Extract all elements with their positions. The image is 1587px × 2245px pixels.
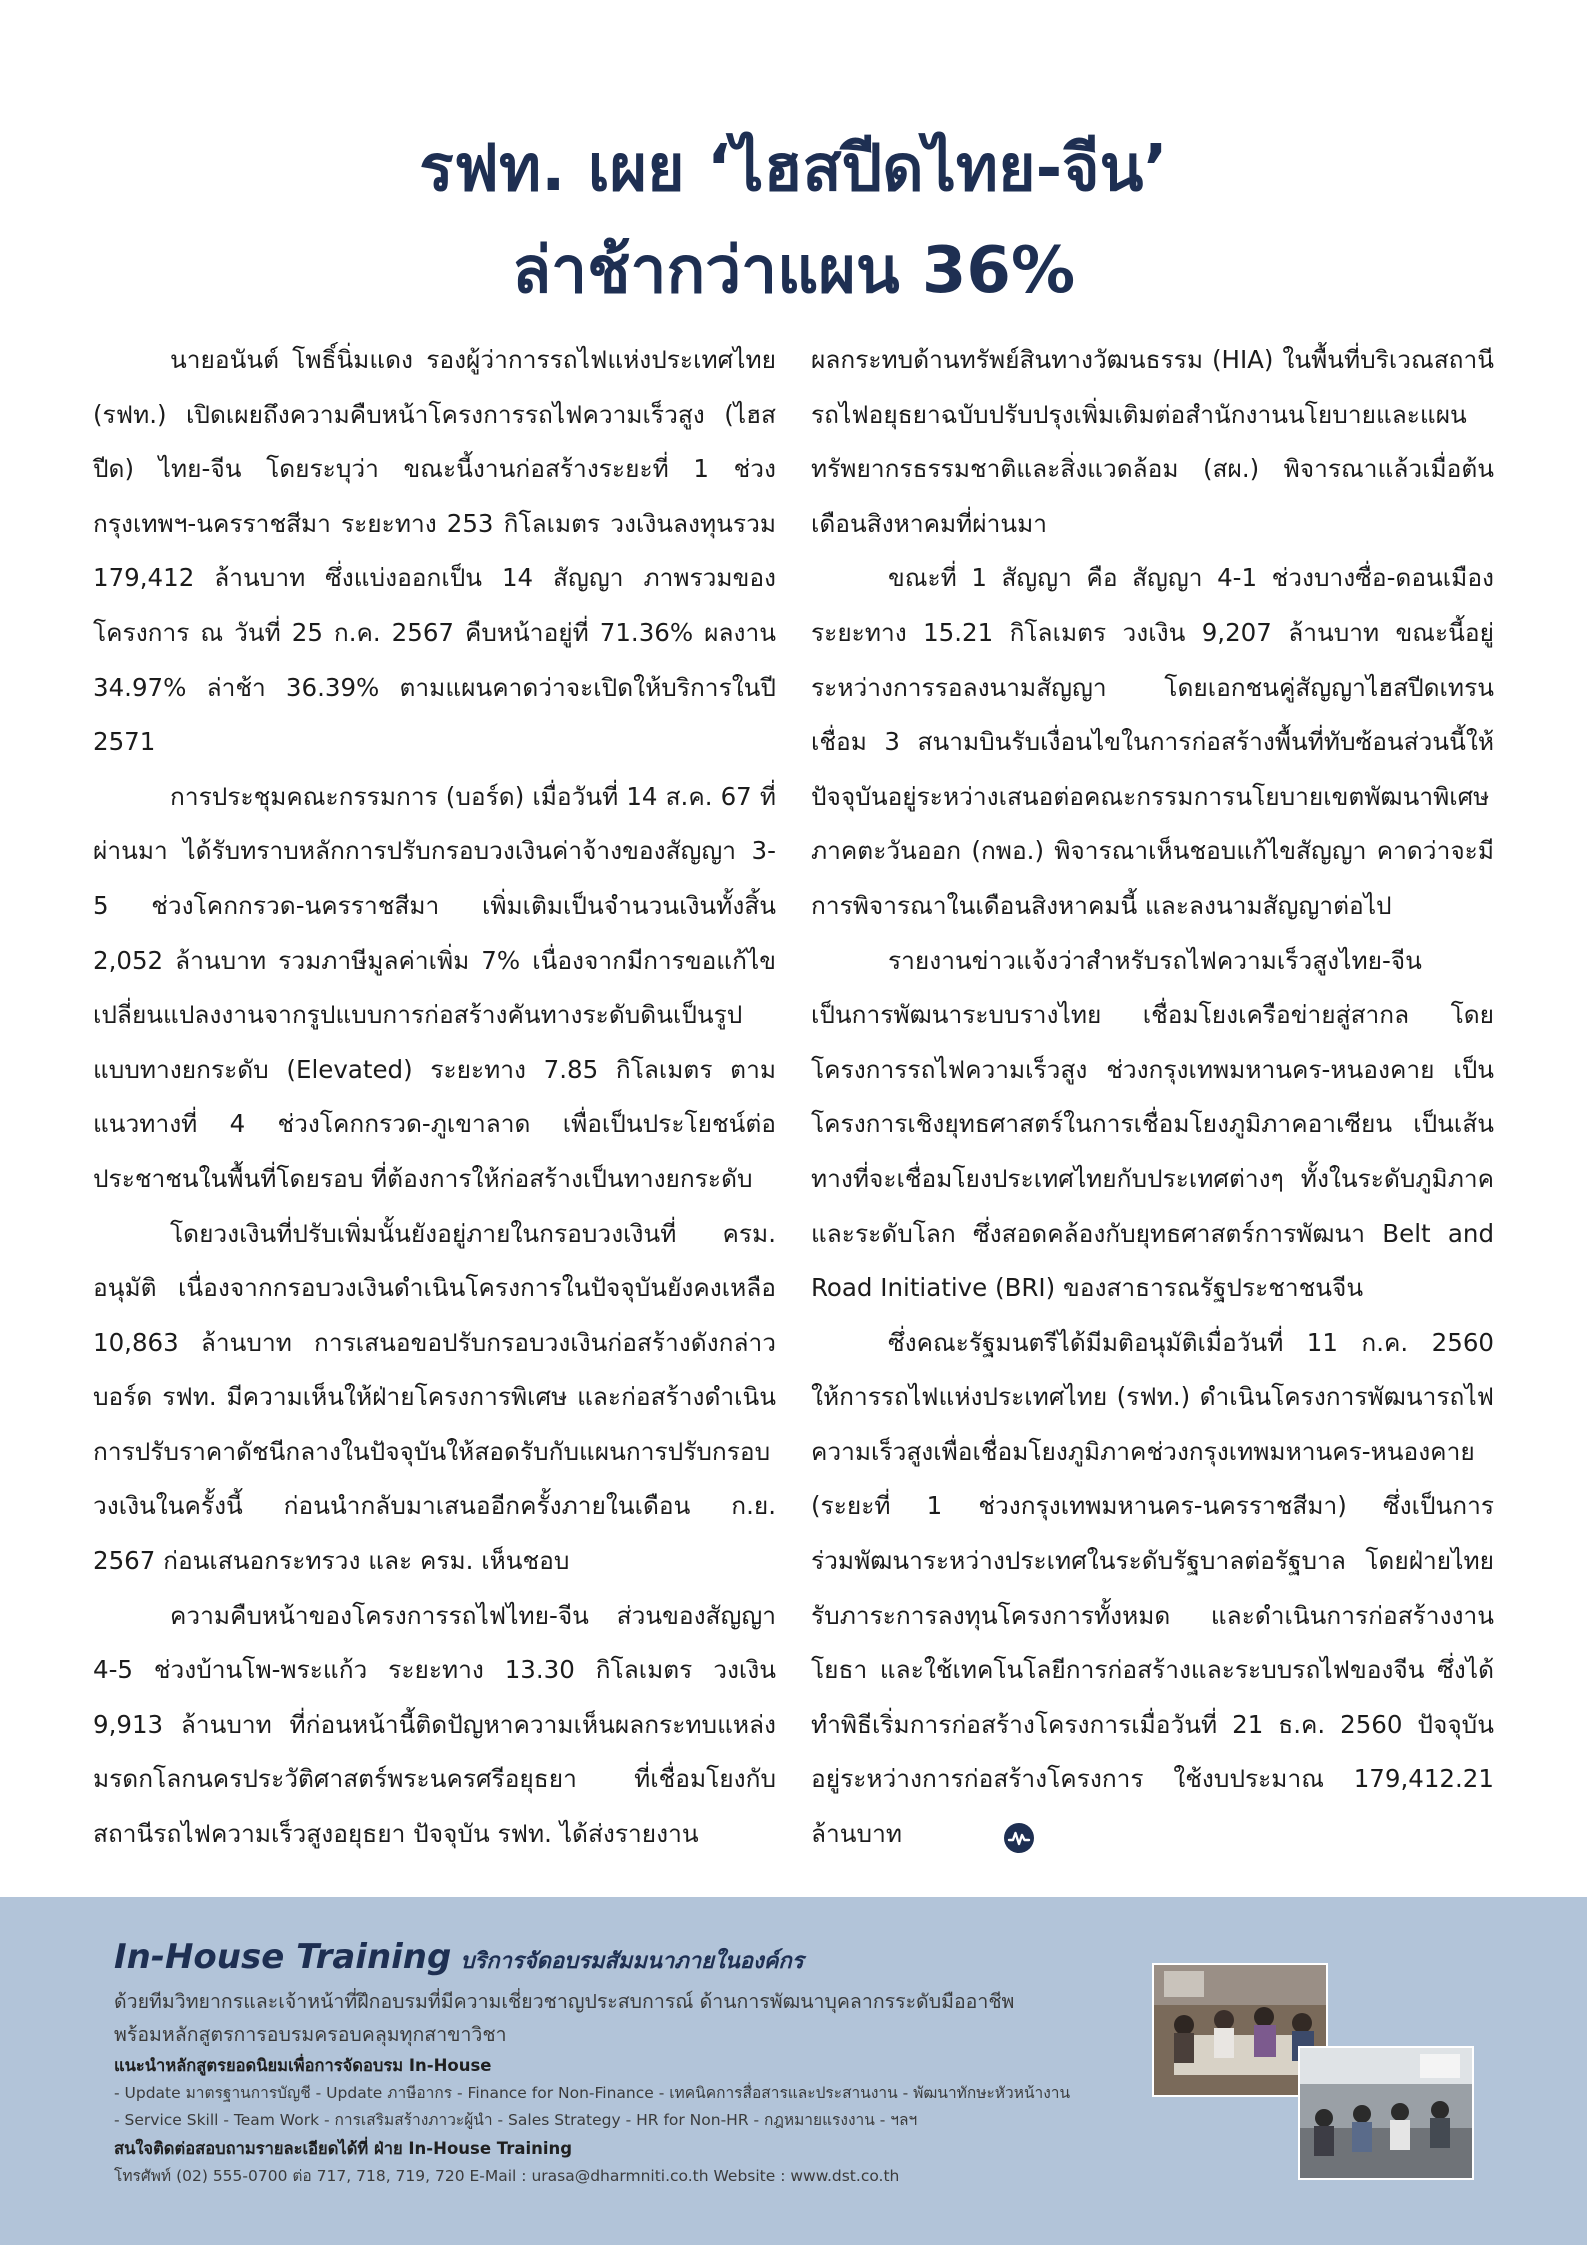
wave-logo-icon	[926, 1819, 958, 1851]
banner-title: In-House Training	[114, 1937, 452, 1977]
headline-line-1: รฟท. เผย ‘ไฮสปีดไทย-จีน’	[419, 132, 1168, 206]
banner-heading	[114, 1935, 1134, 1985]
headline	[0, 118, 1587, 322]
article-column-left	[93, 333, 776, 1862]
banner-subtitle: บริการจัดอบรมสัมมนาภายในองค์กร	[460, 1949, 804, 1974]
courses-line-1: - Update มาตรฐานการบัญชี - Update ภาษีอากร - Finance for Non-Finance - เทคนิคการสื่อสารและประสานงาน - พัฒนาทักษะหัวหน้างาน	[114, 2084, 1071, 2102]
banner-description-line-2: พร้อมหลักสูตรการอบรมครอบคลุมทุกสาขาวิชา	[114, 2023, 507, 2046]
courses-heading: แนะนำหลักสูตรยอดนิยมเพื่อการจัดอบรม In-House	[114, 2056, 492, 2075]
banner-description-line-1: ด้วยทีมวิทยากรและเจ้าหน้าที่ฝึกอบรมที่มีความเชี่ยวชาญประสบการณ์ ด้านการพัฒนาบุคลากรระดับมืออาชีพ	[114, 1990, 1015, 2013]
paragraph: การประชุมคณะกรรมการ (บอร์ด) เมื่อวันที่ 14 ส.ค. 67 ที่ผ่านมา ได้รับทราบหลักการปรับกรอบวงเงินค่าจ้างของสัญญา 3-5 ช่วงโคกกรวด-นครราชสีมา เพิ่มเติมเป็นจำนวนเงินทั้งสิ้น 2,052 ล้านบาท รวมภาษีมูลค่าเพิ่ม 7% เนื่องจากมีการขอแก้ไขเปลี่ยนแปลงงานจากรูปแบบการก่อสร้างคันทางระดับดินเป็นรูปแบบทางยกระดับ (Elevated) ระยะทาง 7.85 กิโลเมตร ตามแนวทางที่ 4 ช่วงโคกกรวด-ภูเขาลาด เพื่อเป็นประโยชน์ต่อประชาชนในพื้นที่โดยรอบ ที่ต้องการให้ก่อสร้างเป็นทางยกระดับ	[93, 781, 776, 1193]
paragraph-final-text: ซึ่งคณะรัฐมนตรีได้มีมติอนุมัติเมื่อวันที่ 11 ก.ค. 2560 ให้การรถไฟแห่งประเทศไทย (รฟท.) ดำเนินโครงการพัฒนารถไฟความเร็วสูงเพื่อเชื่อมโยงภูมิภาคช่วงกรุงเทพมหานคร-หนองคาย (ระยะที่ 1 ช่วงกรุงเทพมหานคร-นครราชสีมา) ซึ่งเป็นการร่วมพัฒนาระหว่างประเทศในระดับรัฐบาลต่อรัฐบาล โดยฝ่ายไทยรับภาระการลงทุนโครงการทั้งหมด และดำเนินการก่อสร้างงานโยธา และใช้เทคโนโลยีการก่อสร้างและระบบรถไฟของจีน ซึ่งได้ทำพิธีเริ่มการก่อสร้างโครงการเมื่อวันที่ 21 ธ.ค. 2560 ปัจจุบันอยู่ระหว่างการก่อสร้างโครงการ ใช้งบประมาณ 179,412.21 ล้านบาท	[811, 1327, 1494, 1849]
paragraph: ความคืบหน้าของโครงการรถไฟไทย-จีน ส่วนของสัญญา 4-5 ช่วงบ้านโพ-พระแก้ว ระยะทาง 13.30 กิโลเมตร วงเงิน 9,913 ล้านบาท ที่ก่อนหน้านี้ติดปัญหาความเห็นผลกระทบแหล่งมรดกโลกนครประวัติศาสตร์พระนครศรีอยุธยา ที่เชื่อมโยงกับสถานีรถไฟความเร็วสูงอยุธยา ปัจจุบัน รฟท. ได้ส่งรายงาน	[93, 1600, 776, 1849]
paragraph: ขณะที่ 1 สัญญา คือ สัญญา 4-1 ช่วงบางซื่อ-ดอนเมือง ระยะทาง 15.21 กิโลเมตร วงเงิน 9,207 ล้านบาท ขณะนี้อยู่ระหว่างการรอลงนามสัญญา โดยเอกชนคู่สัญญาไฮสปีดเทรนเชื่อม 3 สนามบินรับเงื่อนไขในการก่อสร้างพื้นที่ทับซ้อนส่วนนี้ให้ปัจจุบันอยู่ระหว่างเสนอต่อคณะกรรมการนโยบายเขตพัฒนาพิเศษภาคตะวันออก (กพอ.) พิจารณาเห็นชอบแก้ไขสัญญา คาดว่าจะมีการพิจารณาในเดือนสิงหาคมนี้ และลงนามสัญญาต่อไป	[811, 563, 1494, 920]
courses-line-2: - Service Skill - Team Work - การเสริมสร้างภาวะผู้นำ - Sales Strategy - HR for Non-HR - กฎหมายแรงงาน - ฯลฯ	[114, 2111, 918, 2129]
paragraph: รายงานข่าวแจ้งว่าสำหรับรถไฟความเร็วสูงไทย-จีน เป็นการพัฒนาระบบรางไทย เชื่อมโยงเครือข่ายสู่สากล โดยโครงการรถไฟความเร็วสูง ช่วงกรุงเทพมหานคร-หนองคาย เป็นโครงการเชิงยุทธศาสตร์ในการเชื่อมโยงภูมิภาคอาเซียน เป็นเส้นทางที่จะเชื่อมโยงประเทศไทยกับประเทศต่างๆ ทั้งในระดับภูมิภาคและระดับโลก ซึ่งสอดคล้องกับยุทธศาสตร์การพัฒนา Belt and Road Initiative (BRI) ของสาธารณรัฐประชาชนจีน	[811, 945, 1494, 1303]
contact-line: โทรศัพท์ (02) 555-0700 ต่อ 717, 718, 719, 720 E-Mail : urasa@dharmniti.co.th Website : www.dst.co.th	[114, 2167, 900, 2185]
headline-line-2: ล่าช้ากว่าแผน 36%	[511, 234, 1076, 308]
article-column-right	[811, 333, 1494, 1862]
paragraph: ผลกระทบด้านทรัพย์สินทางวัฒนธรรม (HIA) ในพื้นที่บริเวณสถานีรถไฟอยุธยาฉบับปรับปรุงเพิ่มเติมต่อสำนักงานนโยบายและแผนทรัพยากรธรรมชาติและสิ่งแวดล้อม (สผ.) พิจารณาแล้วเมื่อต้นเดือนสิงหาคมที่ผ่านมา	[811, 345, 1494, 538]
paragraph: โดยวงเงินที่ปรับเพิ่มนั้นยังอยู่ภายในกรอบวงเงินที่ ครม. อนุมัติ เนื่องจากกรอบวงเงินดำเนินโครงการในปัจจุบันยังคงเหลือ 10,863 ล้านบาท การเสนอขอปรับกรอบวงเงินก่อสร้างดังกล่าว บอร์ด รฟท. มีความเห็นให้ฝ่ายโครงการพิเศษ และก่อสร้างดำเนินการปรับราคาดัชนีกลางในปัจจุบันให้สอดรับกับแผนการปรับกรอบวงเงินในครั้งนี้ ก่อนนำกลับมาเสนออีกครั้งภายในเดือน ก.ย. 2567 ก่อนเสนอกระทรวง และ ครม. เห็นชอบ	[93, 1218, 776, 1576]
training-photo-2	[1298, 2046, 1474, 2180]
paragraph: นายอนันต์ โพธิ์นิ่มแดง รองผู้ว่าการรถไฟแห่งประเทศไทย (รฟท.) เปิดเผยถึงความคืบหน้าโครงการรถไฟความเร็วสูง (ไฮสปีด) ไทย-จีน โดยระบุว่า ขณะนี้งานก่อสร้างระยะที่ 1 ช่วงกรุงเทพฯ-นครราชสีมา ระยะทาง 253 กิโลเมตร วงเงินลงทุนรวม 179,412 ล้านบาท ซึ่งแบ่งออกเป็น 14 สัญญา ภาพรวมของโครงการ ณ วันที่ 25 ก.ค. 2567 คืบหน้าอยู่ที่ 71.36% ผลงาน 34.97% ล่าช้า 36.39% ตามแผนคาดว่าจะเปิดให้บริการในปี 2571	[93, 345, 776, 757]
in-house-training-banner	[0, 1897, 1587, 2245]
banner-text	[114, 1935, 1134, 2190]
paragraph-final	[811, 1316, 1494, 1862]
contact-heading: สนใจติดต่อสอบถามรายละเอียดได้ที่ ฝ่าย In-House Training	[114, 2139, 573, 2158]
